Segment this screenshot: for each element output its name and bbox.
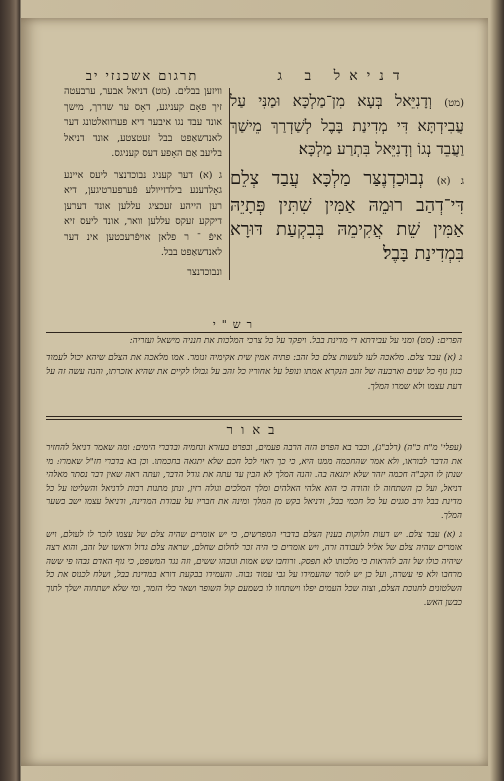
biur-top-rule (46, 416, 462, 417)
rashi-top-rule (46, 332, 462, 333)
verse-3-1 (230, 167, 464, 266)
german-translation-column (64, 84, 222, 280)
verse-number: (מט) (444, 98, 464, 109)
translation-paragraph: ג (א) דער קעניג נבוכדנצר ליעס איינע גאָלדענע בילדזייולע פֿערפערטיגען, דיא רען הייהע זעכציג עללען אונד דערען דיקקע זעקס עללען וואר, אונד ליעס זיא איפֿ ־ ר פלאן אויפֿרעכטען אינ דער לאנדשאַפט בבל. (64, 169, 222, 258)
rashi-heading: רש"י (212, 318, 258, 331)
biur-heading: באור (226, 423, 283, 438)
rashi-commentary (46, 334, 462, 396)
aramaic-text-column (230, 90, 464, 266)
verse-text: נְבוּכַדְנֶצַּר מַלְכָּא עֲבַד צְלֵם דִּי־דְהַב רוּמֵהּ אַמִּין שִׁתִּין פְּתָיֵהּ אַמִּין שֵׁת אֲקִימֵהּ בְּבִקְעַת דּוּרָא בִּמְדִינַת בָּבֶל׃ (230, 168, 464, 264)
biur-paragraph: (עפלי' מ"ח כ"ה) (רלב"ג), וכבר בא הפרט הזה הרבה פעמים, ובפרט בעזרא ונחמיה ובדברי הימים: ומה שאמר דניאל להחזיר את הדבר לבוראו, ולא אמר שהחכמה ממנו היא, כי כך ראוי לכל חכם שלא יתגאה בחכמתו. וכן בא בדברי חז"ל שאמרו: מי שנתן לו הקב"ה חכמה יזהר שלא יתגאה בה. והנה המלך לא הבין עד עתה את גודל הדבר, ועתה ראה שאין דבר נסתר מאלהי דניאל, ועל כן השתחוה לו והודה כי הוא אלהי האלהים ומלך המלכים וגולה רזין, ונתן מתנות רבות לדניאל והשליטו על כל מדינת בבל ורב סגנים על כל חכמי בבל, ודניאל בקש מן המלך ומינה את חבריו על עבודת המדינה, ודניאל עצמו ישב בשער המלך. (46, 443, 462, 521)
book-page (21, 18, 488, 766)
running-head-main: דניאל ב ג (277, 68, 409, 84)
rashi-paragraph: ג (א) עבד צלם. מלאכה לעו לעשות צלם כל זהב: פתיה אמין שית אקימיה ונומר. אמו מלאכה את הצלם שיהא יכול לעמוד כגון גוף כל שנים וארבעה של זהב הנקרא אמתו ונופל על אחוריו כל זהב על גבולו לקיים את שהיא אזכרתו, והנה עשה זה על דעת עצמו ולא שמרו המלך. (46, 352, 462, 392)
running-head-side: תרגום אשכנזי יב (85, 69, 199, 84)
verse-text: וְדָנִיֵּאל בְּעָא מִן־מַלְכָּא וּמַנִּי עַל עֲבִידְתָּא דִּי מְדִינַת בָּבֶל לְשַׁדְרַךְ מֵישַׁךְ וַעֲבֵד נְגוֹ וְדָנִיֵּאל בִּתְרַע מַלְכָּא׃ (230, 92, 464, 158)
rashi-paragraph: הפרים: (מט) ומני על עבידתא די מדינת בבל. ויפקד על כל צרכי המלכות את חנניה מישאל ועזריה: (129, 336, 462, 346)
translation-paragraph: וויזען בבלים. (מט) דניאל אבער, ערבעטה זיך פאָם קעניגע, דאָס ער שדרך, מישך אונד עבד נגו איבער דיא פערוואלטונג דער לאנדשאַפט בבל זעטצטע, אונד דניאל בליעב אַם האָפע דעס קעניגס. (64, 86, 222, 159)
biur-paragraph: ג (א) עבד צלם. יש דעות חלוקות בענין הצלם בדברי המפרשים, כי יש אומרים שהיה צלם של עצמו לזכר לו לעולם, ויש אומרים שהיה צלם של אליל לעבודה זרה, ויש אומרים כי היה זכר לחלום שחלם, שראה צלם גדול וראשו של זהב, והוא רצה שיהיה כולו של זהב להראות כי מלכותו לא תפסק. ורוחבו שש אמות וגובהו ששים, וזה נגד המשפט, כי גוף האדם גבהו פי ששה מרחבו ולא פי עשרה, ועל כן יש לומר שהעמידו על גבי עמוד גבוה. והעמידו בבקעת דורא במדינת בבל, ושלח לכנוס את כל השלטונים לחנוכת הצלם, וצוה שכל העמים יפלו וישתחוו לו בשמעם קול השופר ושאר כלי הזמר, ומי שלא ישתחוה ישלך לתוך כבשן האש. (46, 529, 462, 608)
verse-2-49 (230, 90, 464, 161)
biur-commentary (46, 442, 462, 610)
biur-top-rule-double (46, 419, 462, 420)
catchword: ונבוכדנצר (187, 266, 222, 278)
verse-number: ג (א) (436, 176, 464, 187)
